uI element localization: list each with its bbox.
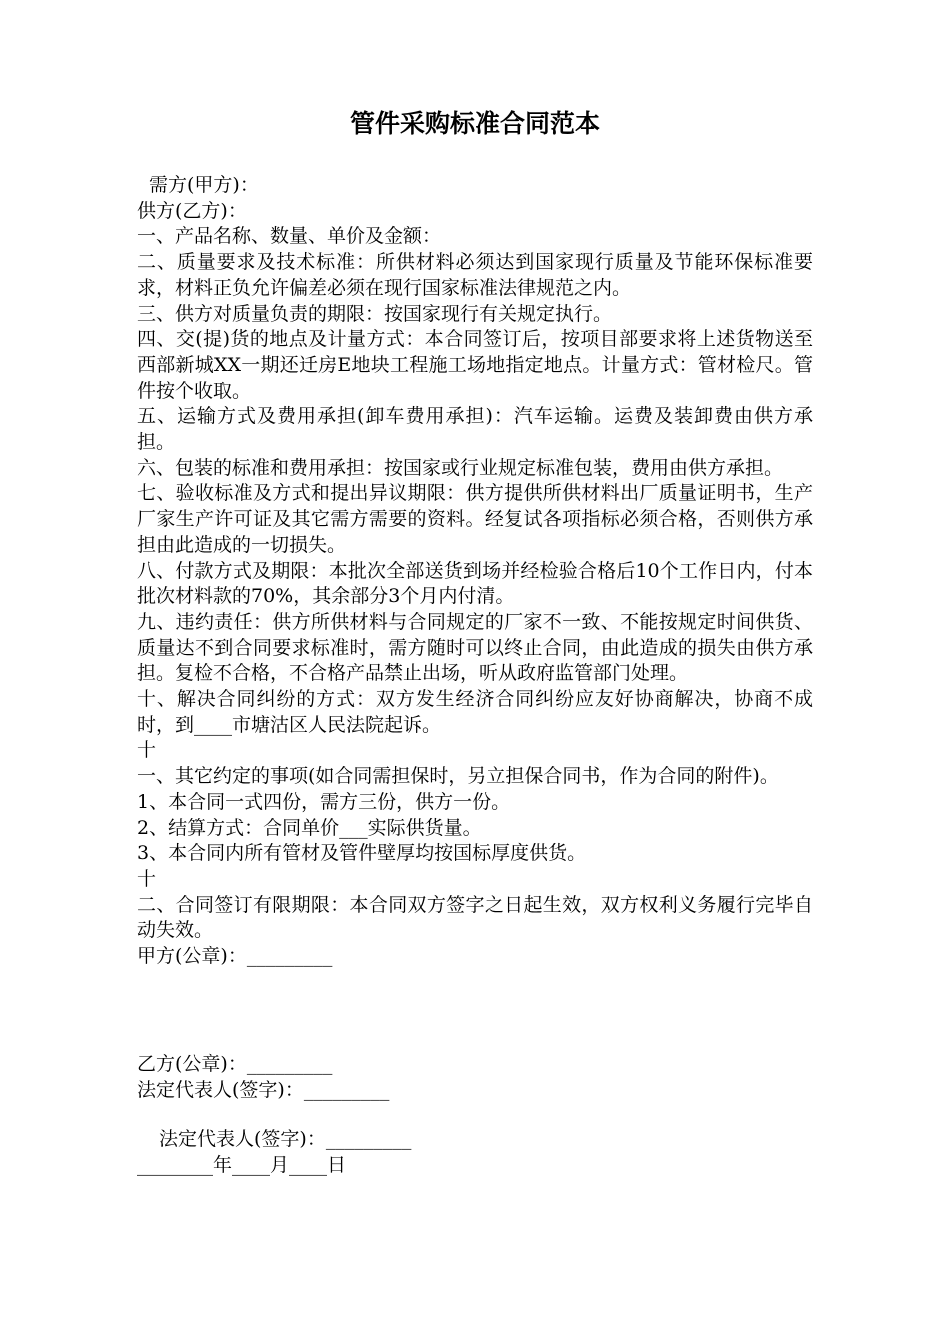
clause-11-item-2: 2、结算方式：合同单价___实际供货量。: [137, 816, 482, 839]
clause-buyer: 需方(甲方)：: [149, 174, 259, 196]
clause-11-item-1: 1、本合同一式四份，需方三份，供方一份。: [137, 790, 511, 813]
clause-5: 五、运输方式及费用承担(卸车费用承担)：汽车运输。运费及装卸费由供方承担。: [137, 405, 813, 454]
contract-body: [137, 173, 813, 1179]
clause-3: 三、供方对质量负责的期限：按国家现行有关规定执行。: [137, 302, 613, 325]
clause-4: 四、交(提)货的地点及计量方式：本合同签订后，按项目部要求将上述货物送至西部新城XX一期还迁房E地块工程施工场地指定地点。计量方式：管材检尺。管件按个收取。: [137, 328, 813, 402]
party-b-seal-line: 乙方(公章)：_________: [137, 1052, 333, 1075]
clause-11: 一、其它约定的事项(如合同需担保时，另立担保合同书，作为合同的附件)。: [137, 765, 779, 788]
signature-spacer-2: [137, 1103, 813, 1127]
clause-10: 十、解决合同纠纷的方式：双方发生经济合同纠纷应友好协商解决，协商不成时，到____市塘沽区人民法院起诉。: [137, 688, 813, 736]
clause-8: 八、付款方式及期限：本批次全部送货到场并经检验合格后10个工作日内，付本批次材料款的70%，其余部分3个月内付清。: [137, 559, 813, 608]
signature-spacer: [137, 970, 813, 1052]
document-title: 管件采购标准合同范本: [349, 109, 600, 138]
legal-rep-line-1: 法定代表人(签字)：_________: [137, 1078, 390, 1101]
date-line: ________年____月____日: [137, 1153, 347, 1176]
clause-6: 六、包装的标准和费用承担：按国家或行业规定标准包装，费用由供方承担。: [137, 456, 784, 479]
clause-11-item-3: 3、本合同内所有管材及管件壁厚均按国标厚度供货。: [137, 842, 587, 865]
clause-1: 一、产品名称、数量、单价及金额：: [137, 225, 442, 248]
clause-11-prefix: 十: [137, 739, 157, 762]
clause-2: 二、质量要求及技术标准：所供材料必须达到国家现行质量及节能环保标准要求，材料正负允许偏差必须在现行国家标准法律规范之内。: [137, 251, 813, 299]
clause-9: 九、违约责任：供方所供材料与合同规定的厂家不一致、不能按规定时间供货、质量达不到合同要求标准时，需方随时可以终止合同，由此造成的损失由供方承担。复检不合格，不合格产品禁止出场，听从政府监管部门处理。: [137, 610, 813, 685]
clause-12-prefix: 十: [137, 867, 157, 890]
clause-7: 七、验收标准及方式和提出异议期限：供方提供所供材料出厂质量证明书，生产厂家生产许可证及其它需方需要的资料。经复试各项指标必须合格，否则供方承担由此造成的一切损失。: [137, 482, 813, 556]
clause-supplier: 供方(乙方)：: [137, 199, 247, 222]
clause-12: 二、合同签订有限期限：本合同双方签字之日起生效，双方权利义务履行完毕自动失效。: [137, 893, 813, 942]
party-a-seal-line: 甲方(公章)：_________: [137, 945, 333, 968]
legal-rep-line-2: 法定代表人(签字)：_________: [159, 1128, 412, 1151]
